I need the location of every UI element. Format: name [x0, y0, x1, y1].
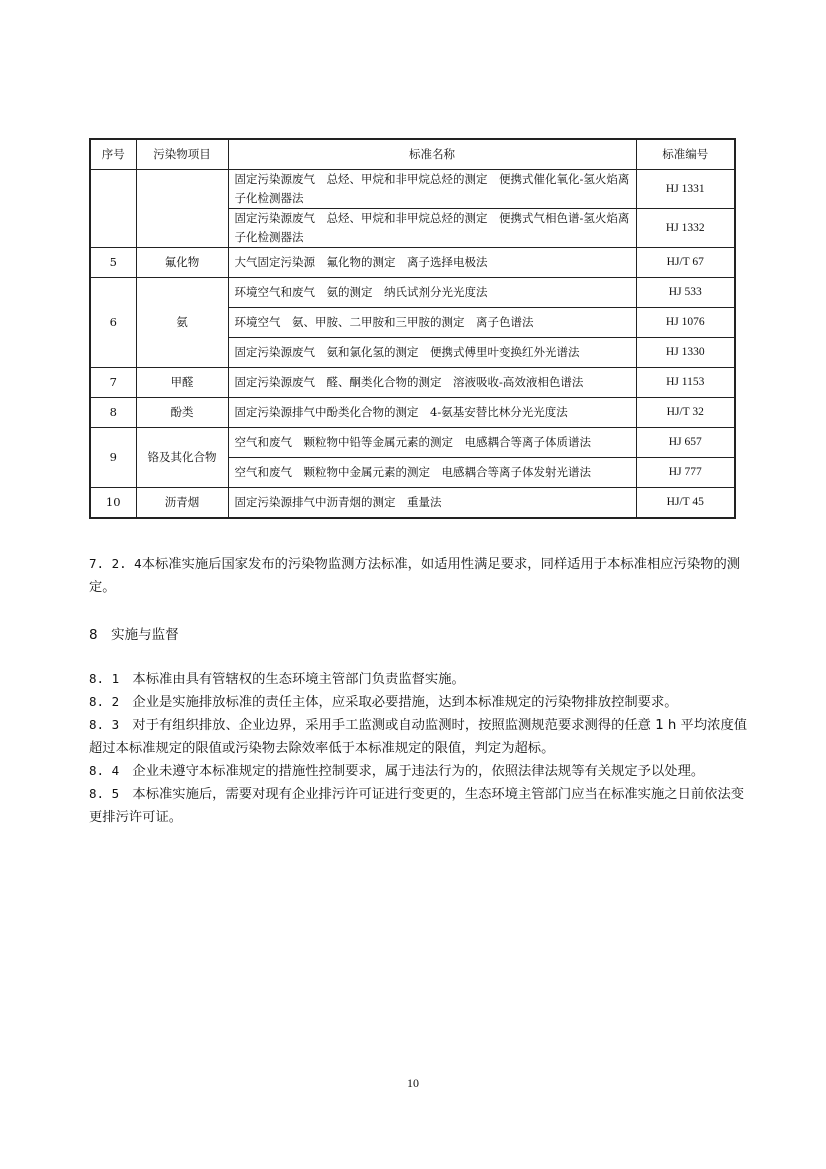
clause-8-2 [89, 690, 749, 714]
cell-item: 铬及其化合物 [136, 428, 228, 488]
clause-8-5 [89, 782, 749, 829]
cell-standard-name: 空气和废气 颗粒物中铅等金属元素的测定 电感耦合等离子体质谱法 [228, 428, 636, 458]
cell-standard-name: 固定污染源排气中沥青烟的测定 重量法 [228, 488, 636, 519]
cell-item: 氨 [136, 278, 228, 368]
cell-standard-code: HJ 657 [636, 428, 735, 458]
cell-no: 10 [90, 488, 136, 519]
cell-standard-name: 固定污染源废气 醛、酮类化合物的测定 溶液吸收-高效液相色谱法 [228, 368, 636, 398]
cell-standard-code: HJ/T 32 [636, 398, 735, 428]
cell-standard-name: 固定污染源废气 总烃、甲烷和非甲烷总烃的测定 便携式气相色谱-氢火焰离子化检测器法 [228, 209, 636, 248]
cell-no: 8 [90, 398, 136, 428]
cell-no [90, 170, 136, 248]
cell-standard-code: HJ/T 67 [636, 248, 735, 278]
section-heading [89, 623, 179, 643]
cell-no: 9 [90, 428, 136, 488]
section-title: 实施与监督 [111, 627, 179, 643]
cell-standard-code: HJ 1330 [636, 338, 735, 368]
clause-text: 对于有组织排放、企业边界，采用手工监测或自动监测时，按照监测规范要求测得的任意 1 h 平均浓度值超过本标准规定的限值或污染物去除效率低于本标准规定的限值，判定为超标。 [89, 718, 748, 756]
table-row [90, 170, 735, 209]
clause-text: 本标准由具有管辖权的生态环境主管部门负责监督实施。 [132, 672, 465, 687]
cell-standard-name: 固定污染源排气中酚类化合物的测定 4-氨基安替比林分光光度法 [228, 398, 636, 428]
cell-item: 氟化物 [136, 248, 228, 278]
clause-number: 7. 2. 4 [89, 556, 142, 571]
page-number: 10 [407, 1076, 419, 1090]
clause-text: 企业是实施排放标准的责任主体，应采取必要措施，达到本标准规定的污染物排放控制要求。 [132, 695, 678, 710]
cell-standard-name: 大气固定污染源 氟化物的测定 离子选择电极法 [228, 248, 636, 278]
cell-standard-code: HJ 1076 [636, 308, 735, 338]
header-no: 序号 [90, 139, 136, 170]
header-name: 标准名称 [228, 139, 636, 170]
cell-standard-code: HJ 1331 [636, 170, 735, 209]
clause-number: 8. 2 [89, 694, 120, 709]
table-row [90, 368, 735, 398]
cell-no: 7 [90, 368, 136, 398]
clause-text: 企业未遵守本标准规定的措施性控制要求，属于违法行为的，依照法律法规等有关规定予以处理。 [132, 764, 705, 779]
clause-number: 8. 4 [89, 763, 120, 778]
cell-item: 沥青烟 [136, 488, 228, 519]
cell-standard-name: 环境空气 氨、甲胺、二甲胺和三甲胺的测定 离子色谱法 [228, 308, 636, 338]
table-row [90, 398, 735, 428]
table-row [90, 248, 735, 278]
header-item: 污染物项目 [136, 139, 228, 170]
monitoring-standards-table [89, 138, 736, 519]
cell-standard-code: HJ 777 [636, 458, 735, 488]
cell-standard-name: 空气和废气 颗粒物中金属元素的测定 电感耦合等离子体发射光谱法 [228, 458, 636, 488]
cell-standard-name: 固定污染源废气 总烃、甲烷和非甲烷总烃的测定 便携式催化氧化-氢火焰离子化检测器法 [228, 170, 636, 209]
clause-7-2-4 [89, 552, 749, 599]
cell-item [136, 170, 228, 248]
cell-item: 甲醛 [136, 368, 228, 398]
table-row [90, 428, 735, 458]
table-row [90, 488, 735, 519]
cell-no: 6 [90, 278, 136, 368]
cell-item: 酚类 [136, 398, 228, 428]
cell-standard-name: 环境空气和废气 氨的测定 纳氏试剂分光光度法 [228, 278, 636, 308]
clause-text: 本标准实施后国家发布的污染物监测方法标准，如适用性满足要求，同样适用于本标准相应污染物的测定。 [89, 557, 741, 595]
clause-8-1 [89, 667, 749, 691]
clause-8-4 [89, 759, 749, 783]
cell-standard-code: HJ 1332 [636, 209, 735, 248]
table-row [90, 278, 735, 308]
cell-standard-code: HJ 533 [636, 278, 735, 308]
cell-standard-code: HJ/T 45 [636, 488, 735, 519]
clause-number: 8. 1 [89, 671, 120, 686]
header-code: 标准编号 [636, 139, 735, 170]
cell-standard-name: 固定污染源废气 氨和氯化氢的测定 便携式傅里叶变换红外光谱法 [228, 338, 636, 368]
cell-no: 5 [90, 248, 136, 278]
clause-text: 本标准实施后，需要对现有企业排污许可证进行变更的，生态环境主管部门应当在标准实施之日前依法变更排污许可证。 [89, 787, 745, 825]
clause-number: 8. 5 [89, 786, 120, 801]
clause-8-3 [89, 713, 749, 760]
clause-number: 8. 3 [89, 717, 120, 732]
cell-standard-code: HJ 1153 [636, 368, 735, 398]
section-number: 8 [89, 627, 98, 643]
table-header-row [90, 139, 735, 170]
